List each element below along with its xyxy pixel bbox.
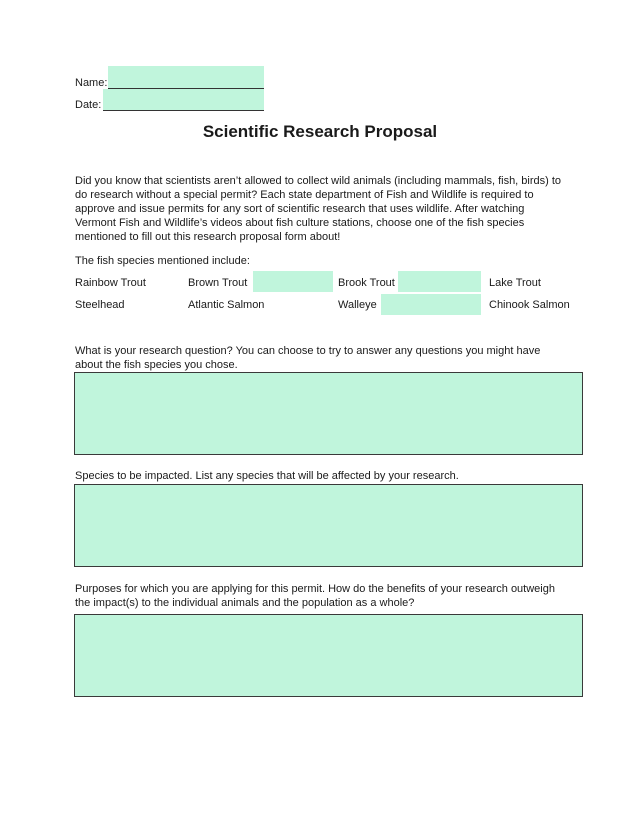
page-title: Scientific Research Proposal xyxy=(202,122,438,141)
permit-purpose-label: Purposes for which you are applying for this permit. How do the benefits of your research outweigh the impact(s) to the individual animals and the population as a whole? xyxy=(75,583,555,609)
species-brook-trout: Brook Trout xyxy=(338,277,395,289)
species-steelhead: Steelhead xyxy=(75,299,125,311)
species-brown-trout: Brown Trout xyxy=(188,277,248,289)
species-rainbow-trout: Rainbow Trout xyxy=(75,277,146,289)
brook-trout-highlight[interactable] xyxy=(398,271,481,292)
species-atlantic-salmon: Atlantic Salmon xyxy=(188,299,265,311)
brown-trout-highlight[interactable] xyxy=(253,271,333,292)
name-field[interactable] xyxy=(108,66,264,89)
species-chinook-salmon: Chinook Salmon xyxy=(489,299,570,311)
species-impacted-field[interactable] xyxy=(74,484,583,567)
species-lake-trout: Lake Trout xyxy=(489,277,541,289)
research-question-field[interactable] xyxy=(74,372,583,455)
permit-purpose-field[interactable] xyxy=(74,614,583,697)
date-label: Date: xyxy=(75,99,102,111)
name-label: Name: xyxy=(75,77,108,89)
date-field[interactable] xyxy=(103,89,264,111)
intro-paragraph: Did you know that scientists aren’t allowed to collect wild animals (including mammals, fish, birds) to do research without a special permit? Each state department of Fish and Wildlife is required to approve and issue permits for any sort of scientific research that uses wildlife. After watching Vermont Fish and Wildlife’s videos about fish culture stations, choose one of the fish species mentioned to fill out this research proposal form about! xyxy=(75,175,562,243)
species-impacted-label: Species to be impacted. List any species that will be affected by your research. xyxy=(75,470,459,482)
research-question-label: What is your research question? You can choose to try to answer any questions you might have about the fish species you chose. xyxy=(75,345,541,371)
species-intro: The fish species mentioned include: xyxy=(75,255,250,267)
species-walleye: Walleye xyxy=(338,299,377,311)
walleye-highlight[interactable] xyxy=(381,294,481,315)
